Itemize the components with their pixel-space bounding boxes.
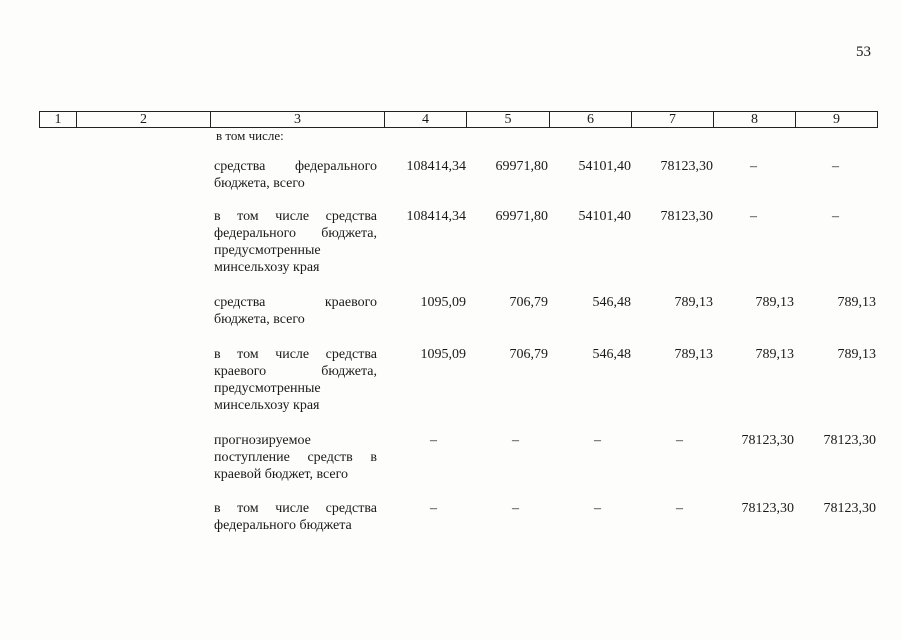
cell-col9: 789,13 — [837, 347, 876, 362]
row-description: в том числе средства федерального бюджета, предусмотренные минсельхозу края — [214, 209, 377, 275]
cell-col6: 546,48 — [592, 295, 631, 310]
column-header-4: 4 — [385, 112, 467, 128]
cell-col4: 1095,09 — [420, 295, 466, 310]
cell-col7: – — [676, 501, 683, 516]
cell-col4: – — [430, 501, 437, 516]
cell-col6: 54101,40 — [578, 159, 631, 174]
row-description: в том числе средства федерального бюджета — [214, 501, 377, 533]
row-description: средства федерального бюджета, всего — [214, 159, 377, 191]
cell-col8: 789,13 — [755, 347, 794, 362]
column-header-8: 8 — [714, 112, 796, 128]
column-header-2: 2 — [77, 112, 211, 128]
cell-col8: 78123,30 — [741, 501, 794, 516]
cell-col9: 78123,30 — [823, 433, 876, 448]
cell-col5: 706,79 — [509, 347, 548, 362]
cell-col6: – — [594, 433, 601, 448]
column-number-row — [39, 111, 878, 128]
column-header-9: 9 — [796, 112, 878, 128]
cell-col7: 789,13 — [674, 295, 713, 310]
cell-col9: 789,13 — [837, 295, 876, 310]
cell-col8: – — [750, 159, 757, 174]
row-description: прогнозируемое поступление средств в краевой бюджет, всего — [214, 433, 377, 482]
row-description: в том числе средства краевого бюджета, предусмотренные минсельхозу края — [214, 347, 377, 413]
cell-col5: – — [512, 501, 519, 516]
cell-col8: 789,13 — [755, 295, 794, 310]
cell-col8: 78123,30 — [741, 433, 794, 448]
cell-col7: – — [676, 433, 683, 448]
cell-col7: 78123,30 — [660, 209, 713, 224]
cell-col6: 546,48 — [592, 347, 631, 362]
sub-label: в том числе: — [216, 128, 284, 143]
cell-col7: 789,13 — [674, 347, 713, 362]
cell-col6: 54101,40 — [578, 209, 631, 224]
column-header-1: 1 — [40, 112, 77, 128]
column-header-6: 6 — [550, 112, 632, 128]
column-header-3: 3 — [211, 112, 385, 128]
row-description: средства краевого бюджета, всего — [214, 295, 377, 327]
cell-col6: – — [594, 501, 601, 516]
cell-col5: 69971,80 — [495, 209, 548, 224]
column-header-7: 7 — [632, 112, 714, 128]
cell-col5: 69971,80 — [495, 159, 548, 174]
cell-col5: 706,79 — [509, 295, 548, 310]
column-header-5: 5 — [467, 112, 550, 128]
cell-col4: 1095,09 — [420, 347, 466, 362]
cell-col8: – — [750, 209, 757, 224]
cell-col4: 108414,34 — [406, 209, 466, 224]
cell-col9: – — [832, 209, 839, 224]
cell-col5: – — [512, 433, 519, 448]
cell-col9: – — [832, 159, 839, 174]
cell-col4: 108414,34 — [406, 159, 466, 174]
cell-col7: 78123,30 — [660, 159, 713, 174]
page-number: 53 — [856, 44, 871, 60]
cell-col9: 78123,30 — [823, 501, 876, 516]
cell-col4: – — [430, 433, 437, 448]
